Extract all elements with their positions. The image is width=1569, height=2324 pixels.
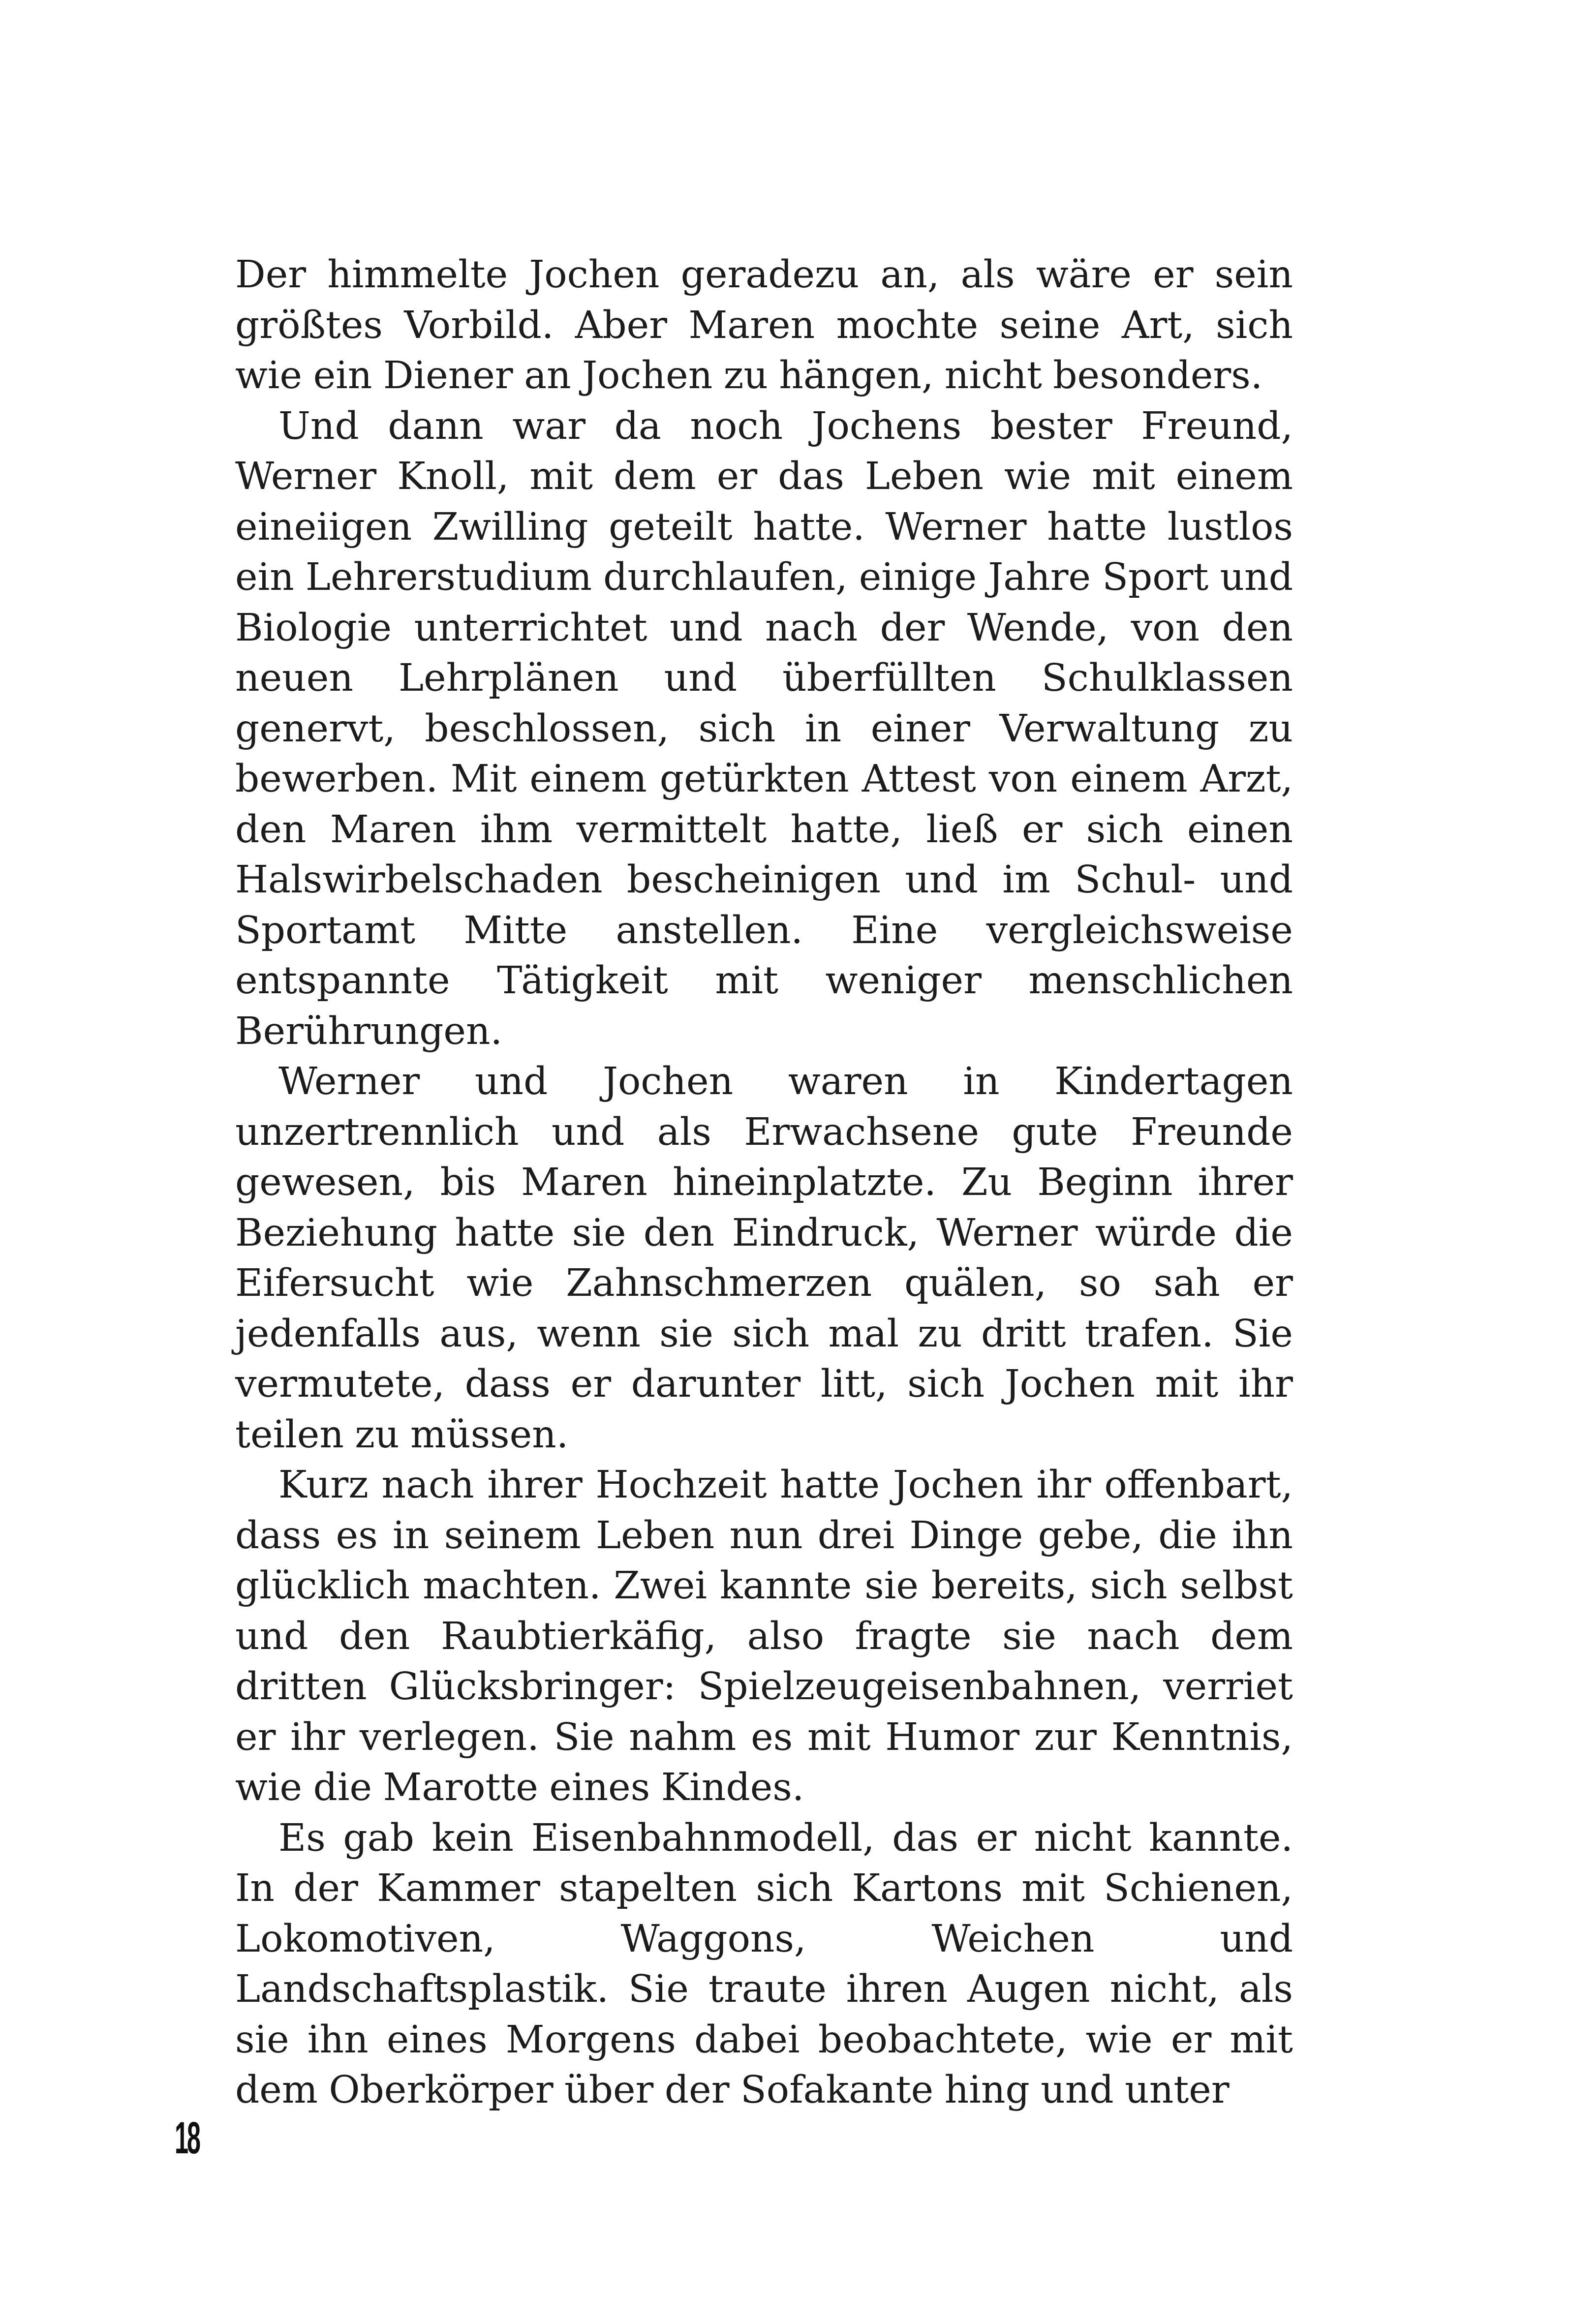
paragraph-3: Werner und Jochen waren in Kindertagen unzertrennlich und als Erwachsene gute Freunde gewesen, bis Maren hineinplatzte. Zu Beginn ihrer Beziehung hatte sie den Eindruck, Werner würde die Eifersucht wie Zahnschmerzen quälen, so sah er jedenfalls aus, wenn sie sich mal zu dritt trafen. Sie vermutete, dass er darunter litt, sich Jochen mit ihr teilen zu müssen.	[235, 1060, 1293, 1457]
page-number: 18	[175, 2113, 199, 2163]
paragraph-2: Und dann war da noch Jochens bester Freund, Werner Knoll, mit dem er das Leben wie mit einem eineiigen Zwilling geteilt hatte. Werner hatte lustlos ein Lehrerstudium durchlaufen, einige Jahre Sport und Biologie unterrichtet und nach der Wende, von den neuen Lehrplänen und überfüllten Schulklassen genervt, beschlossen, sich in einer Verwaltung zu bewerben. Mit einem getürkten Attest von einem Arzt, den Maren ihm vermittelt hatte, ließ er sich einen Halswirbelschaden bescheinigen und im Schul- und Sportamt Mitte anstellen. Eine vergleichsweise entspannte Tätigkeit mit weniger menschlichen Berührungen.	[235, 404, 1293, 1053]
paragraph-5: Es gab kein Eisenbahnmodell, das er nicht kannte. In der Kammer stapelten sich Kartons mit Schienen, Lokomotiven, Waggons, Weichen und Landschaftsplastik. Sie traute ihren Augen nicht, als sie ihn eines Morgens dabei beobachtete, wie er mit dem Oberkörper über der Sofakante hing und unter	[235, 1816, 1293, 2112]
body-text	[235, 250, 1293, 2116]
paragraph-4: Kurz nach ihrer Hochzeit hatte Jochen ihr offenbart, dass es in seinem Leben nun drei Dinge gebe, die ihn glücklich machten. Zwei kannte sie bereits, sich selbst und den Raubtierkäfig, also fragte sie nach dem dritten Glücksbringer: Spielzeugeisenbahnen, verriet er ihr verlegen. Sie nahm es mit Humor zur Kenntnis, wie die Marotte eines Kindes.	[235, 1463, 1293, 1809]
paragraph-1: Der himmelte Jochen geradezu an, als wäre er sein größtes Vorbild. Aber Maren mochte seine Art, sich wie ein Diener an Jochen zu hängen, nicht besonders.	[235, 253, 1293, 398]
